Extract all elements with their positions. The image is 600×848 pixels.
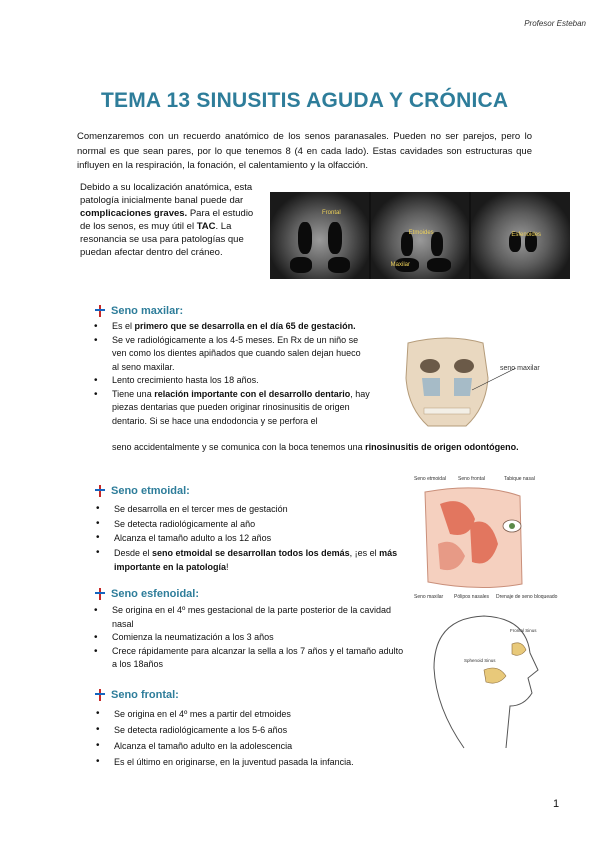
side-text-3: . La resonancia se usa para patologías que puedan afectar dentro del cráneo. [80,221,244,258]
sinus-anatomy-figure [410,474,558,604]
ct-panel-1 [270,192,369,279]
list-item: • Comienza la neumatización a los 3 años [92,631,404,645]
list-item: • Se origina en el 4º mes a partir del etmoides [94,706,399,722]
heading-text: Seno etmoidal: [111,485,190,497]
ct-scan-images [270,192,570,279]
bullet-cross-icon [95,305,105,317]
list-item: • Se origina en el 4º mes gestacional de la parte posterior de la cavidad nasal [92,604,404,631]
heading-seno-frontal [95,689,179,701]
intro-paragraph: Comenzaremos con un recuerdo anatómico de los senos paranasales. Pueden no ser parejos, pero lo normal es que sean pares, por lo que tenemos 8 (4 en cada lado). Estas cavidades son estructuras que influyen en la respiración, la fonación, el calentamiento y la olfacción. [77,131,532,171]
head-sphenoid-figure [414,608,540,754]
list-item: • Alcanza el tamaño adulto a los 12 años [94,531,399,546]
list-item: • Se desarrolla en el tercer mes de gestación [94,502,399,517]
ct-label-maxilar: Maxilar [390,262,411,268]
list-item: • Es el primero que se desarrolla en el día 65 de gestación. [92,320,392,334]
page-title: TEMA 13 SINUSITIS AGUDA Y CRÓNICA [101,89,509,112]
ct-label-etmoides: Etmoides [408,230,434,236]
heading-text: Seno maxilar: [111,305,184,317]
list-item: • Se detecta radiológicamente a los 5-6 años [94,722,399,738]
bullet-cross-icon [95,689,105,701]
fig-label-polipos: Pólipos nasales [454,594,490,600]
author-header: Profesor Esteban [524,19,586,28]
heading-seno-esfenoidal [95,588,199,600]
fig-label-tabique: Tabique nasal [504,476,535,482]
maxilar-continued-text: seno accidentalmente y se comunica con la boca tenemos una [112,442,366,452]
list-item: • Es el último en originarse, en la juventud pasada la infancia. [94,754,399,770]
fig-label-frontal-sinus: Frontal Sinus [510,628,537,633]
skull-maxillary-figure [388,338,538,430]
side-paragraph [80,181,260,259]
heading-seno-maxilar [95,305,183,317]
list-item: • Crece rápidamente para alcanzar la sella a los 7 años y el tamaño adulto a los 18años [92,645,404,672]
list-item: • Se ve radiológicamente a los 4-5 meses. En Rx de un niño se ven como los dientes apiñados que cuando salen dejan hueco al seno maxilar. [92,334,370,375]
figure-label-seno-maxilar: seno maxilar [500,365,540,372]
fig-label-sphenoid-sinus: Sphenoid Sinus [464,658,496,663]
list-item: • Alcanza el tamaño adulto en la adolescencia [94,738,399,754]
list-etmoidal [94,502,399,575]
heading-text: Seno frontal: [111,689,179,701]
ct-panel-3 [471,192,570,279]
list-item: • Lento crecimiento hasta los 18 años. [92,374,392,388]
list-frontal [94,706,399,770]
list-item: • Se detecta radiológicamente al año [94,517,399,532]
fig-label-drenaje: Drenaje de seno bloqueado [496,594,558,600]
heading-text: Seno esfenoidal: [111,588,200,600]
fig-label-maxilar: Seno maxilar [414,594,444,600]
maxilar-continued [112,440,528,454]
list-item: • Tiene una relación importante con el desarrollo dentario, hay piezas dentarias que pueden originar rinosinusitis de origen dentario. Si se hace una endodoncia y se perfora el [92,388,385,429]
bullet-cross-icon [95,588,105,600]
fig-label-frontal: Seno frontal [458,476,485,482]
ct-label-frontal: Frontal [322,210,341,216]
ct-label-esfenoides: Esfenoides [511,232,542,238]
maxilar-continued-bold: rinosinusitis de origen odontógeno. [365,442,519,452]
list-esfenoidal [92,604,404,672]
side-text-2: Para el estudio de los senos, es muy útil el [80,208,254,232]
bullet-cross-icon [95,485,105,497]
list-maxilar [92,320,392,428]
list-item: • Desde el seno etmoidal se desarrollan todos los demás, ¡es el más importante en la patología! [94,546,399,575]
heading-seno-etmoidal [95,485,190,497]
side-bold-2: TAC [196,221,216,232]
side-text-1: Debido a su localización anatómica, esta patología inicialmente banal puede dar [80,182,253,206]
ct-panel-2 [371,192,470,279]
page-number: 1 [553,798,560,810]
side-bold-1: complicaciones graves. [80,208,188,219]
fig-label-etmoidal: Seno etmoidal [414,476,446,482]
